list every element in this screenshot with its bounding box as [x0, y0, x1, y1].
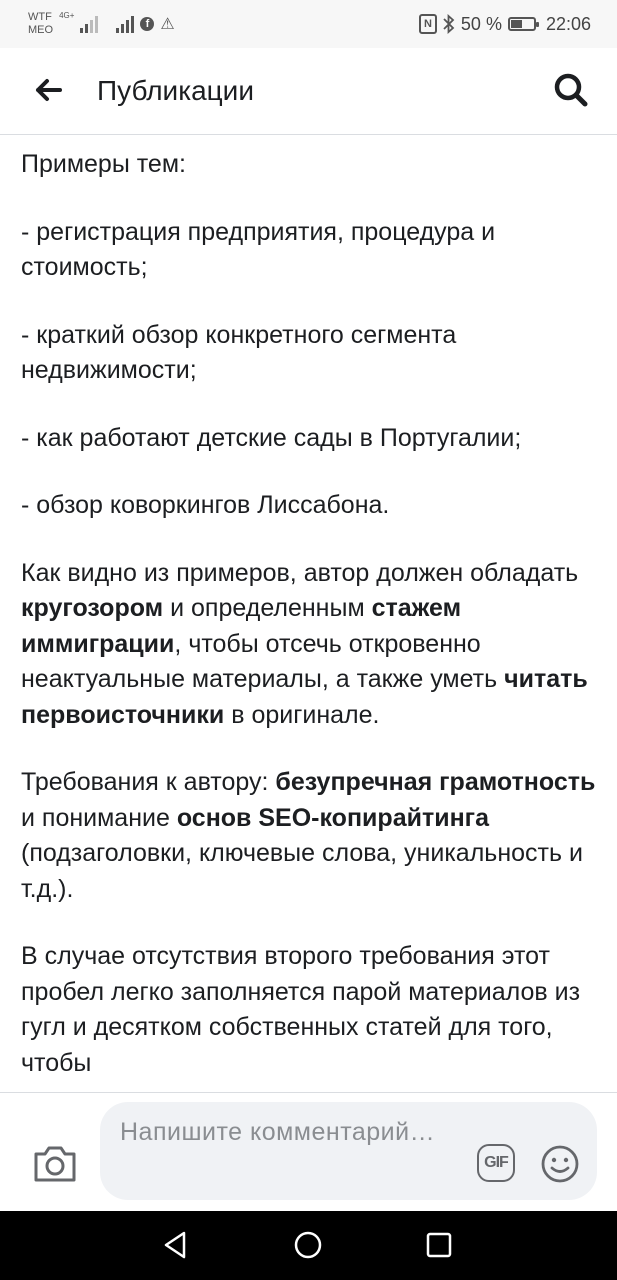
- back-arrow-icon[interactable]: [30, 70, 70, 110]
- battery-percent: 50 %: [460, 13, 502, 34]
- bluetooth-icon: [443, 14, 455, 34]
- text-run: и определенным: [163, 594, 372, 622]
- warning-icon: ⚠: [160, 16, 175, 33]
- post-paragraph: [21, 421, 601, 457]
- post-paragraph: [21, 215, 601, 286]
- emoji-icon[interactable]: [540, 1144, 580, 1184]
- text-run: и понимание: [21, 803, 177, 832]
- status-right: [419, 0, 591, 48]
- text-run: Требования к автору:: [21, 768, 276, 796]
- clock: 22:06: [545, 13, 591, 34]
- text-run: В случае отсутствия второго требования этот пробел легко заполняется парой материалов из гугл и десятком собственных статей для того, чтобы: [21, 942, 581, 1077]
- post-paragraph: [21, 556, 601, 734]
- bold-text: безупречная грамотность: [275, 768, 596, 796]
- text-run: - регистрация предприятия, процедура и стоимость;: [21, 217, 496, 281]
- post-paragraph: [21, 318, 601, 389]
- nfc-icon: N: [419, 14, 437, 34]
- signal-icon: [116, 15, 134, 33]
- post-paragraph: [21, 765, 601, 907]
- text-run: - как работают детские сады в Португалии;: [21, 423, 522, 452]
- battery-fill: [511, 20, 522, 28]
- post-paragraph: [21, 939, 601, 1081]
- status-bar: [0, 0, 617, 48]
- comment-composer[interactable]: [100, 1102, 597, 1200]
- post-text: [21, 135, 601, 1092]
- facebook-notification-icon: f: [140, 17, 154, 31]
- post-paragraph: [21, 147, 601, 183]
- text-run: , чтобы отсечь откровенно неактуальные материалы, а также уметь: [21, 629, 505, 693]
- text-run: - обзор коворкингов Лиссабона.: [21, 491, 390, 519]
- bold-text: читать первоисточники: [21, 665, 588, 729]
- back-triangle-icon[interactable]: [160, 1229, 192, 1261]
- divider: [0, 1092, 617, 1093]
- camera-icon[interactable]: [32, 1144, 78, 1184]
- gif-icon[interactable]: GIF: [477, 1144, 515, 1182]
- system-nav-bar: [0, 1211, 617, 1280]
- page-title: Публикации: [97, 75, 254, 106]
- carrier-line-2: MEO: [28, 24, 54, 36]
- text-run: Как видно из примеров, автор должен обладать: [21, 558, 579, 587]
- comment-input[interactable]: Напишите комментарий…: [120, 1118, 436, 1146]
- network-type-label: 4G+: [59, 11, 75, 20]
- bold-text: стажем иммиграции: [21, 594, 462, 658]
- battery-icon: [508, 17, 536, 31]
- recents-square-icon[interactable]: [423, 1229, 455, 1261]
- text-run: (подзаголовки, ключевые слова, уникальность и т.д.).: [21, 839, 583, 903]
- home-circle-icon[interactable]: [292, 1229, 324, 1261]
- text-run: - краткий обзор конкретного сегмента недвижимости;: [21, 320, 457, 384]
- app-header: [0, 48, 617, 135]
- text-run: Примеры тем:: [21, 150, 186, 178]
- bold-text: кругозором: [21, 594, 164, 622]
- status-left: [28, 6, 175, 42]
- post-paragraph: [21, 488, 601, 524]
- signal-icon: [80, 15, 98, 33]
- carrier-line-1: WTF: [28, 11, 52, 23]
- search-icon[interactable]: [551, 70, 591, 110]
- bold-text: основ SEO-копирайтинга: [176, 803, 489, 832]
- text-run: в оригинале.: [224, 700, 380, 729]
- carrier-label: [28, 11, 53, 37]
